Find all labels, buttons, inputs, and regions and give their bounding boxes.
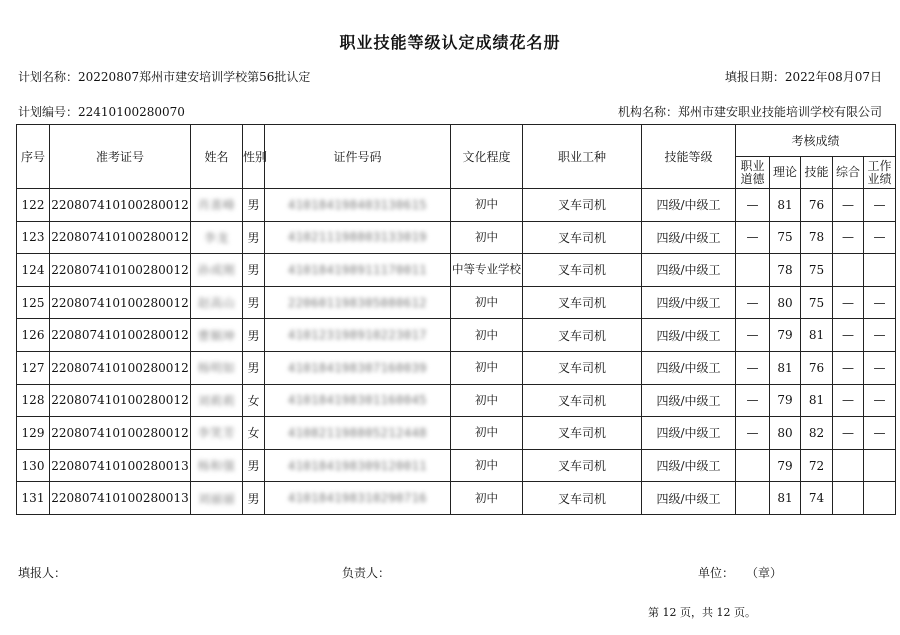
cell-performance: — bbox=[864, 221, 896, 254]
cell-name bbox=[191, 384, 243, 417]
cell-education: 初中 bbox=[451, 482, 523, 515]
table-row bbox=[17, 417, 896, 450]
roster-body bbox=[17, 189, 896, 515]
report-date bbox=[725, 68, 882, 85]
cell-id-number bbox=[265, 286, 451, 319]
header-performance: 工作业绩 bbox=[864, 157, 896, 189]
header-theory: 理论 bbox=[770, 157, 801, 189]
seal-text: （章） bbox=[746, 566, 783, 580]
cell-id-number-value: 410184198301160045 bbox=[287, 393, 428, 408]
cell-theory: 80 bbox=[770, 286, 801, 319]
cell-id-number-value: 410184198403130615 bbox=[287, 197, 428, 212]
cell-ethics bbox=[736, 482, 770, 515]
cell-id-number-value: 220601198305080612 bbox=[287, 295, 428, 310]
header-level: 技能等级 bbox=[642, 125, 736, 189]
filler-label: 填报人： bbox=[18, 566, 67, 580]
cell-skill: 82 bbox=[801, 417, 833, 450]
cell-seq: 128 bbox=[17, 384, 50, 417]
cell-name bbox=[191, 482, 243, 515]
cell-name-value: 曹顺坤 bbox=[197, 328, 236, 343]
cell-gender: 男 bbox=[243, 482, 265, 515]
cell-theory: 79 bbox=[770, 449, 801, 482]
plan-name-value: 20220807郑州市建安培训学校第56批认定 bbox=[78, 70, 311, 84]
cell-skill: 72 bbox=[801, 449, 833, 482]
table-row bbox=[17, 189, 896, 222]
cell-id-number bbox=[265, 319, 451, 352]
cell-ticket: 220807410100280012 bbox=[50, 221, 191, 254]
cell-education: 初中 bbox=[451, 384, 523, 417]
cell-skill: 75 bbox=[801, 254, 833, 287]
cell-name-value: 杨和强 bbox=[197, 459, 236, 474]
cell-ethics bbox=[736, 449, 770, 482]
cell-ticket: 220807410100280012 bbox=[50, 319, 191, 352]
cell-id-number bbox=[265, 351, 451, 384]
cell-performance: — bbox=[864, 189, 896, 222]
header-scores-group: 考核成绩 bbox=[736, 125, 896, 157]
cell-gender: 男 bbox=[243, 319, 265, 352]
cell-seq: 122 bbox=[17, 189, 50, 222]
cell-seq: 130 bbox=[17, 449, 50, 482]
cell-id-number bbox=[265, 482, 451, 515]
plan-number bbox=[18, 103, 185, 120]
cell-level: 四级/中级工 bbox=[642, 384, 736, 417]
cell-performance: — bbox=[864, 319, 896, 352]
header-ethics: 职业道德 bbox=[736, 157, 770, 189]
header-ticket: 准考证号 bbox=[50, 125, 191, 189]
cell-name-value: 李笑芳 bbox=[197, 426, 236, 441]
cell-level: 四级/中级工 bbox=[642, 221, 736, 254]
cell-gender: 女 bbox=[243, 384, 265, 417]
cell-comprehensive bbox=[833, 449, 864, 482]
header-comprehensive: 综合 bbox=[833, 157, 864, 189]
cell-name-value: 刘丽丽 bbox=[197, 491, 236, 506]
cell-ethics: — bbox=[736, 221, 770, 254]
cell-id-number-value: 410123198910223017 bbox=[287, 328, 428, 343]
cell-education: 初中 bbox=[451, 351, 523, 384]
cell-skill: 78 bbox=[801, 221, 833, 254]
cell-level: 四级/中级工 bbox=[642, 449, 736, 482]
cell-seq: 124 bbox=[17, 254, 50, 287]
cell-occupation: 叉车司机 bbox=[523, 384, 642, 417]
cell-gender: 男 bbox=[243, 351, 265, 384]
cell-occupation: 叉车司机 bbox=[523, 417, 642, 450]
header-seq: 序号 bbox=[17, 125, 50, 189]
cell-id-number bbox=[265, 254, 451, 287]
plan-name bbox=[18, 68, 310, 85]
cell-skill: 81 bbox=[801, 319, 833, 352]
cell-education: 初中 bbox=[451, 449, 523, 482]
cell-skill: 76 bbox=[801, 189, 833, 222]
cell-ticket: 220807410100280012 bbox=[50, 384, 191, 417]
cell-ticket: 220807410100280012 bbox=[50, 286, 191, 319]
cell-name bbox=[191, 286, 243, 319]
cell-id-number-value: 410184198310290716 bbox=[287, 491, 428, 506]
cell-ethics: — bbox=[736, 286, 770, 319]
cell-theory: 80 bbox=[770, 417, 801, 450]
cell-seq: 131 bbox=[17, 482, 50, 515]
cell-theory: 75 bbox=[770, 221, 801, 254]
cell-name bbox=[191, 254, 243, 287]
organization-value: 郑州市建安职业技能培训学校有限公司 bbox=[677, 105, 882, 119]
score-roster-table bbox=[16, 124, 896, 515]
cell-seq: 125 bbox=[17, 286, 50, 319]
cell-education: 初中 bbox=[451, 417, 523, 450]
cell-gender: 男 bbox=[243, 221, 265, 254]
cell-name-value: 刘莉莉 bbox=[197, 393, 236, 408]
cell-ticket: 220807410100280012 bbox=[50, 189, 191, 222]
cell-id-number-value: 410821198805212448 bbox=[287, 425, 428, 440]
cell-seq: 127 bbox=[17, 351, 50, 384]
cell-gender: 男 bbox=[243, 189, 265, 222]
header-skill: 技能 bbox=[801, 157, 833, 189]
table-row bbox=[17, 254, 896, 287]
cell-level: 四级/中级工 bbox=[642, 189, 736, 222]
cell-occupation: 叉车司机 bbox=[523, 319, 642, 352]
cell-name-value: 孙成刚 bbox=[197, 263, 236, 278]
cell-ticket: 220807410100280013 bbox=[50, 449, 191, 482]
cell-seq: 123 bbox=[17, 221, 50, 254]
cell-comprehensive: — bbox=[833, 286, 864, 319]
cell-occupation: 叉车司机 bbox=[523, 482, 642, 515]
cell-name bbox=[191, 189, 243, 222]
organization bbox=[618, 103, 882, 120]
cell-theory: 79 bbox=[770, 384, 801, 417]
cell-occupation: 叉车司机 bbox=[523, 351, 642, 384]
cell-comprehensive: — bbox=[833, 319, 864, 352]
report-date-value: 2022年08月07日 bbox=[784, 70, 882, 84]
cell-ethics: — bbox=[736, 189, 770, 222]
cell-name-value: 李龙 bbox=[203, 230, 229, 245]
cell-seq: 126 bbox=[17, 319, 50, 352]
table-row bbox=[17, 482, 896, 515]
cell-gender: 男 bbox=[243, 254, 265, 287]
cell-level: 四级/中级工 bbox=[642, 417, 736, 450]
cell-level: 四级/中级工 bbox=[642, 286, 736, 319]
cell-performance: — bbox=[864, 351, 896, 384]
table-row bbox=[17, 286, 896, 319]
cell-name-value: 肖喜峰 bbox=[197, 198, 236, 213]
cell-performance: — bbox=[864, 384, 896, 417]
cell-name bbox=[191, 351, 243, 384]
cell-occupation: 叉车司机 bbox=[523, 221, 642, 254]
header-gender: 性别 bbox=[243, 125, 265, 189]
cell-education: 中等专业学校 bbox=[451, 254, 523, 287]
table-row bbox=[17, 384, 896, 417]
cell-level: 四级/中级工 bbox=[642, 319, 736, 352]
cell-name bbox=[191, 449, 243, 482]
cell-occupation: 叉车司机 bbox=[523, 189, 642, 222]
organization-label: 机构名称： bbox=[617, 105, 678, 119]
cell-level: 四级/中级工 bbox=[642, 351, 736, 384]
cell-comprehensive bbox=[833, 482, 864, 515]
cell-ticket: 220807410100280012 bbox=[50, 417, 191, 450]
cell-occupation: 叉车司机 bbox=[523, 254, 642, 287]
unit-label: 单位： bbox=[698, 566, 735, 580]
cell-name bbox=[191, 319, 243, 352]
cell-education: 初中 bbox=[451, 189, 523, 222]
cell-level: 四级/中级工 bbox=[642, 254, 736, 287]
plan-number-label: 计划编号： bbox=[18, 105, 79, 119]
cell-ticket: 220807410100280013 bbox=[50, 482, 191, 515]
cell-theory: 81 bbox=[770, 189, 801, 222]
cell-name-value: 杨明如 bbox=[197, 361, 236, 376]
cell-id-number bbox=[265, 189, 451, 222]
responsible-label: 负责人： bbox=[342, 566, 391, 580]
cell-theory: 79 bbox=[770, 319, 801, 352]
cell-performance: — bbox=[864, 286, 896, 319]
cell-performance bbox=[864, 482, 896, 515]
cell-seq: 129 bbox=[17, 417, 50, 450]
header-name: 姓名 bbox=[191, 125, 243, 189]
cell-education: 初中 bbox=[451, 286, 523, 319]
cell-id-number bbox=[265, 417, 451, 450]
header-occupation: 职业工种 bbox=[523, 125, 642, 189]
cell-id-number-value: 410211198803133019 bbox=[287, 230, 428, 245]
cell-comprehensive: — bbox=[833, 221, 864, 254]
cell-skill: 76 bbox=[801, 351, 833, 384]
cell-performance bbox=[864, 449, 896, 482]
header-education: 文化程度 bbox=[451, 125, 523, 189]
table-row bbox=[17, 351, 896, 384]
cell-ethics: — bbox=[736, 319, 770, 352]
cell-skill: 74 bbox=[801, 482, 833, 515]
table-row bbox=[17, 449, 896, 482]
cell-education: 初中 bbox=[451, 221, 523, 254]
cell-comprehensive: — bbox=[833, 351, 864, 384]
cell-comprehensive bbox=[833, 254, 864, 287]
cell-theory: 78 bbox=[770, 254, 801, 287]
cell-education: 初中 bbox=[451, 319, 523, 352]
cell-ethics: — bbox=[736, 384, 770, 417]
cell-id-number-value: 410184198309120011 bbox=[287, 458, 428, 473]
cell-id-number bbox=[265, 221, 451, 254]
cell-level: 四级/中级工 bbox=[642, 482, 736, 515]
plan-name-label: 计划名称： bbox=[18, 70, 79, 84]
table-row bbox=[17, 319, 896, 352]
cell-occupation: 叉车司机 bbox=[523, 286, 642, 319]
cell-comprehensive: — bbox=[833, 189, 864, 222]
cell-ethics: — bbox=[736, 417, 770, 450]
cell-theory: 81 bbox=[770, 482, 801, 515]
page-title: 职业技能等级认定成绩花名册 bbox=[339, 33, 561, 52]
cell-id-number bbox=[265, 449, 451, 482]
plan-number-value: 22410100280070 bbox=[78, 105, 185, 119]
cell-theory: 81 bbox=[770, 351, 801, 384]
report-date-label: 填报日期： bbox=[724, 70, 785, 84]
cell-gender: 男 bbox=[243, 449, 265, 482]
cell-id-number bbox=[265, 384, 451, 417]
cell-name bbox=[191, 221, 243, 254]
cell-occupation: 叉车司机 bbox=[523, 449, 642, 482]
page-info: 第 12 页，共 12 页。 bbox=[648, 606, 756, 619]
table-row bbox=[17, 221, 896, 254]
cell-performance bbox=[864, 254, 896, 287]
cell-ethics bbox=[736, 254, 770, 287]
cell-id-number-value: 410184198307160039 bbox=[287, 360, 428, 375]
cell-gender: 女 bbox=[243, 417, 265, 450]
cell-ticket: 220807410100280012 bbox=[50, 254, 191, 287]
cell-ethics: — bbox=[736, 351, 770, 384]
cell-id-number-value: 410184198911170011 bbox=[287, 262, 428, 277]
cell-performance: — bbox=[864, 417, 896, 450]
cell-name bbox=[191, 417, 243, 450]
cell-name-value: 赵高山 bbox=[197, 296, 236, 311]
header-id: 证件号码 bbox=[265, 125, 451, 189]
cell-gender: 男 bbox=[243, 286, 265, 319]
cell-comprehensive: — bbox=[833, 384, 864, 417]
cell-skill: 81 bbox=[801, 384, 833, 417]
cell-skill: 75 bbox=[801, 286, 833, 319]
cell-comprehensive: — bbox=[833, 417, 864, 450]
cell-ticket: 220807410100280012 bbox=[50, 351, 191, 384]
